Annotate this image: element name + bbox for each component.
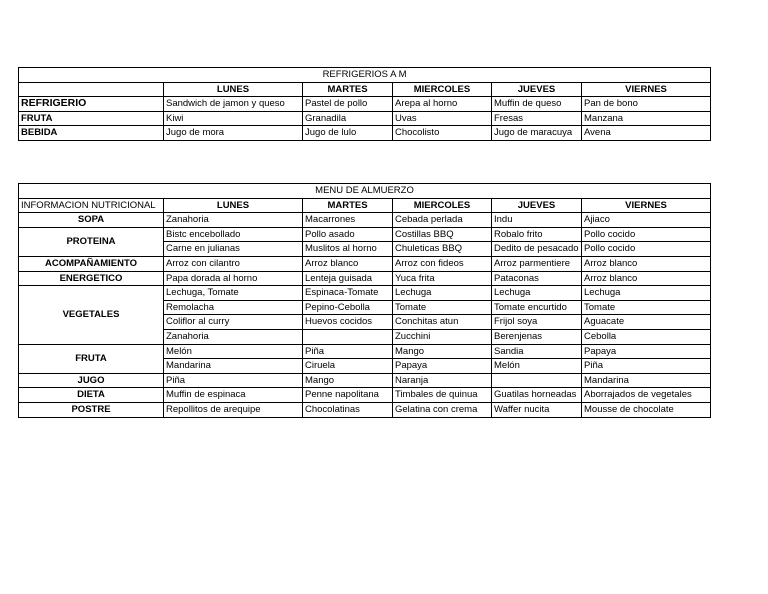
lunch-title: MENU DE ALMUERZO <box>19 184 711 199</box>
category-label: DIETA <box>19 388 164 403</box>
table-cell: Frijol soya <box>492 315 582 330</box>
table-cell: Tomate <box>582 300 711 315</box>
table-cell: Kiwi <box>164 111 303 126</box>
table-cell: Timbales de quinua <box>393 388 492 403</box>
lunch-title-row <box>19 184 711 199</box>
table-cell: Pollo asado <box>303 227 393 242</box>
table-cell: Bistc encebollado <box>164 227 303 242</box>
table-row <box>19 97 711 112</box>
table-row <box>19 402 711 417</box>
table-cell: Papa dorada al horno <box>164 271 303 286</box>
table-cell: Indu <box>492 213 582 228</box>
table-cell: Huevos cocidos <box>303 315 393 330</box>
table-cell: Arroz con fideos <box>393 256 492 271</box>
table-cell: Lechuga <box>582 286 711 301</box>
table-cell: Arroz blanco <box>303 256 393 271</box>
table-row <box>19 126 711 141</box>
snacks-header-row <box>19 82 711 97</box>
table-cell: Cebada perlada <box>393 213 492 228</box>
table-cell: Granadila <box>303 111 393 126</box>
table-cell: Chocolatinas <box>303 402 393 417</box>
table-cell: Arepa al horno <box>393 97 492 112</box>
table-cell: Remolacha <box>164 300 303 315</box>
table-cell: Zanahoria <box>164 213 303 228</box>
table-cell: Muffin de espinaca <box>164 388 303 403</box>
category-label: POSTRE <box>19 402 164 417</box>
snacks-day-header: LUNES <box>164 82 303 97</box>
table-row <box>19 373 711 388</box>
snacks-day-header: VIERNES <box>582 82 711 97</box>
lunch-menu-table <box>18 183 711 418</box>
table-cell: Arroz con cilantro <box>164 256 303 271</box>
snacks-title-row <box>19 68 711 83</box>
table-row <box>19 111 711 126</box>
table-cell: Dedito de pesacado <box>492 242 582 257</box>
table-cell: Muffin de queso <box>492 97 582 112</box>
table-cell: Arroz parmentiere <box>492 256 582 271</box>
table-cell: Tomate encurtido <box>492 300 582 315</box>
table-cell: Melón <box>492 359 582 374</box>
category-label: ACOMPAÑAMIENTO <box>19 256 164 271</box>
table-cell: Pataconas <box>492 271 582 286</box>
table-cell: Tomate <box>393 300 492 315</box>
table-cell: Zucchini <box>393 329 492 344</box>
table-cell: Conchitas atun <box>393 315 492 330</box>
category-label: ENERGETICO <box>19 271 164 286</box>
snacks-table <box>18 67 711 141</box>
table-cell: Berenjenas <box>492 329 582 344</box>
table-cell: Gelatina con crema <box>393 402 492 417</box>
table-cell: Aborrajados de vegetales <box>582 388 711 403</box>
lunch-header-row <box>19 198 711 213</box>
table-row <box>19 344 711 359</box>
table-cell: Pollo cocido <box>582 227 711 242</box>
lunch-day-header: VIERNES <box>582 198 711 213</box>
table-cell: Mandarina <box>582 373 711 388</box>
table-cell: Repollitos de arequipe <box>164 402 303 417</box>
table-cell: Piña <box>582 359 711 374</box>
table-cell: Lechuga <box>393 286 492 301</box>
snacks-day-header: JUEVES <box>492 82 582 97</box>
table-cell: Zanahoria <box>164 329 303 344</box>
table-cell: Papaya <box>393 359 492 374</box>
table-cell: Jugo de lulo <box>303 126 393 141</box>
table-cell: Aguacate <box>582 315 711 330</box>
table-cell: Chocolisto <box>393 126 492 141</box>
table-cell: Penne napolitana <box>303 388 393 403</box>
category-label: JUGO <box>19 373 164 388</box>
table-cell <box>492 373 582 388</box>
table-cell: Arroz blanco <box>582 256 711 271</box>
table-cell <box>303 329 393 344</box>
table-cell: Espinaca-Tomate <box>303 286 393 301</box>
table-cell: Arroz blanco <box>582 271 711 286</box>
table-cell: Melón <box>164 344 303 359</box>
table-cell: Lenteja guisada <box>303 271 393 286</box>
snacks-day-header: MARTES <box>303 82 393 97</box>
table-cell: Fresas <box>492 111 582 126</box>
snacks-row-label: BEBIDA <box>19 126 164 141</box>
table-cell: Ajiaco <box>582 213 711 228</box>
table-cell: Sandia <box>492 344 582 359</box>
table-cell: Pan de bono <box>582 97 711 112</box>
category-label: SOPA <box>19 213 164 228</box>
lunch-day-header: MIERCOLES <box>393 198 492 213</box>
snacks-header-blank <box>19 82 164 97</box>
table-cell: Sandwich de jamon y queso <box>164 97 303 112</box>
table-cell: Piña <box>164 373 303 388</box>
table-cell: Yuca frita <box>393 271 492 286</box>
table-cell: Papaya <box>582 344 711 359</box>
table-cell: Macarrones <box>303 213 393 228</box>
table-cell: Ciruela <box>303 359 393 374</box>
table-cell: Costillas BBQ <box>393 227 492 242</box>
table-row <box>19 271 711 286</box>
category-label: VEGETALES <box>19 286 164 344</box>
table-cell: Pepino-Cebolla <box>303 300 393 315</box>
table-cell: Pastel de pollo <box>303 97 393 112</box>
table-cell: Avena <box>582 126 711 141</box>
table-cell: Mango <box>393 344 492 359</box>
table-cell: Manzana <box>582 111 711 126</box>
table-cell: Cebolla <box>582 329 711 344</box>
table-cell: Mango <box>303 373 393 388</box>
table-cell: Jugo de maracuya <box>492 126 582 141</box>
table-cell: Guatilas horneadas <box>492 388 582 403</box>
table-cell: Pollo cocido <box>582 242 711 257</box>
table-cell: Mousse de chocolate <box>582 402 711 417</box>
table-cell: Carne en julianas <box>164 242 303 257</box>
snacks-day-header: MIERCOLES <box>393 82 492 97</box>
table-row <box>19 227 711 242</box>
table-row <box>19 256 711 271</box>
table-cell: Chuleticas BBQ <box>393 242 492 257</box>
category-label: PROTEINA <box>19 227 164 256</box>
table-cell: Jugo de mora <box>164 126 303 141</box>
table-cell: Lechuga, Tomate <box>164 286 303 301</box>
table-cell: Mandarina <box>164 359 303 374</box>
table-row <box>19 388 711 403</box>
nutrition-info-header: INFORMACION NUTRICIONAL <box>19 198 164 213</box>
category-label: FRUTA <box>19 344 164 373</box>
snacks-title: REFRIGERIOS A M <box>19 68 711 83</box>
table-row <box>19 213 711 228</box>
table-cell: Robalo frito <box>492 227 582 242</box>
table-cell: Piña <box>303 344 393 359</box>
lunch-day-header: LUNES <box>164 198 303 213</box>
table-cell: Waffer nucita <box>492 402 582 417</box>
snacks-row-label: REFRIGERIO <box>19 97 164 112</box>
table-cell: Muslitos al horno <box>303 242 393 257</box>
table-cell: Coliflor al curry <box>164 315 303 330</box>
table-cell: Naranja <box>393 373 492 388</box>
table-cell: Lechuga <box>492 286 582 301</box>
lunch-day-header: JUEVES <box>492 198 582 213</box>
snacks-row-label: FRUTA <box>19 111 164 126</box>
lunch-day-header: MARTES <box>303 198 393 213</box>
table-row <box>19 286 711 301</box>
table-cell: Uvas <box>393 111 492 126</box>
